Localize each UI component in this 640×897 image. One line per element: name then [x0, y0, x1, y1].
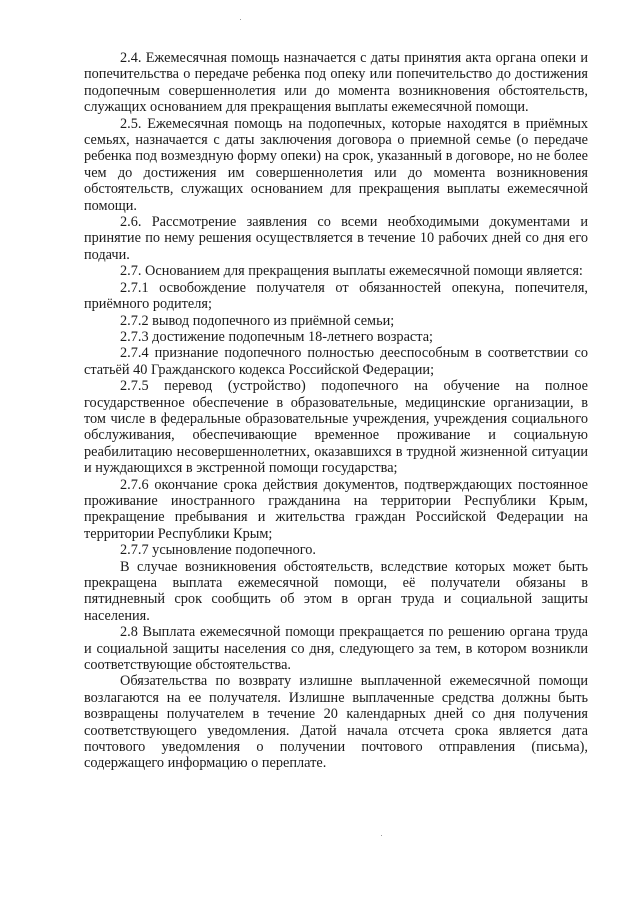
paragraph-2-7: 2.7. Основанием для прекращения выплаты ежемесячной помощи является: [120, 263, 583, 280]
list-item-2-7-3: 2.7.3 достижение подопечным 18-летнего возраста; [120, 328, 434, 345]
paragraph-2-8: 2.8 Выплата ежемесячной помощи прекращается по решению органа труда и социальной защиты населения со дня, следующего за тем, в котором возникли соответствующие обстоятельства. [84, 624, 588, 674]
list-item-2-7-7: 2.7.7 усыновление подопечного. [120, 542, 317, 559]
list-item-2-7-5: 2.7.5 перевод (устройство) подопечного на обучение на полное государственное обеспечение в образовательные, медицинские организации, в том числе в федеральные образовательные учреждения, учреждения социального обслуживания, обеспечивающие временное проживание и социальную реабилитацию несовершеннолетних, оказавшихся в трудной жизненной ситуации и нуждающихся в экстренной помощи государства; [84, 378, 588, 477]
scan-speck [381, 835, 382, 836]
paragraph-2-6: 2.6. Рассмотрение заявления со всеми необходимыми документами и принятие по нему решения осуществляется в течение 10 рабочих дней со дня его подачи. [84, 214, 588, 263]
list-item-2-7-1: 2.7.1 освобождение получателя от обязанностей опекуна, попечителя, приёмного родителя; [84, 279, 588, 313]
list-item-2-7-2: 2.7.2 вывод подопечного из приёмной семьи; [120, 312, 395, 329]
document-body [84, 50, 588, 772]
paragraph-notification-duty: В случае возникновения обстоятельств, вследствие которых может быть прекращена выплата ежемесячной помощи, её получатели обязаны в пятидневный срок сообщить об этом в орган труда и социальной защиты населения. [84, 558, 588, 624]
list-item-2-7-6: 2.7.6 окончание срока действия документов, подтверждающих постоянное проживание иностранного гражданина на территории Республики Крым, прекращение пребывания и жительства граждан Российской Федерации на территории Республики Крым; [84, 476, 588, 542]
list-item-2-7-4: 2.7.4 признание подопечного полностью дееспособным в соответствии со статьёй 40 Гражданского кодекса Российской Федерации; [84, 345, 588, 378]
paragraph-2-5: 2.5. Ежемесячная помощь на подопечных, которые находятся в приёмных семьях, назначается с даты заключения договора о приемной семье (о передаче ребенка под возмездную форму опеки) на срок, указанный в договоре, но не более чем до достижения им совершеннолетия или до момента возникновения обстоятельств, служащих основанием для прекращения выплаты ежемесячной помощи. [84, 115, 588, 214]
scan-speck [240, 19, 241, 20]
paragraph-refund-obligations: Обязательства по возврату излишне выплаченной ежемесячной помощи возлагаются на ее получателя. Излишне выплаченные средства должны быть возвращены получателем в течение 20 календарных дней со дня получения соответствующего уведомления. Датой начала отсчета срока является дата почтового уведомления о получении почтового отправления (письма), содержащего информацию о переплате. [84, 673, 588, 772]
paragraph-2-4: 2.4. Ежемесячная помощь назначается с даты принятия акта органа опеки и попечительства о передаче ребенка под опеку или попечительство до достижения подопечным совершеннолетия или до момента возникновения обстоятельств, служащих основанием для прекращения выплаты ежемесячной помощи. [84, 50, 588, 116]
